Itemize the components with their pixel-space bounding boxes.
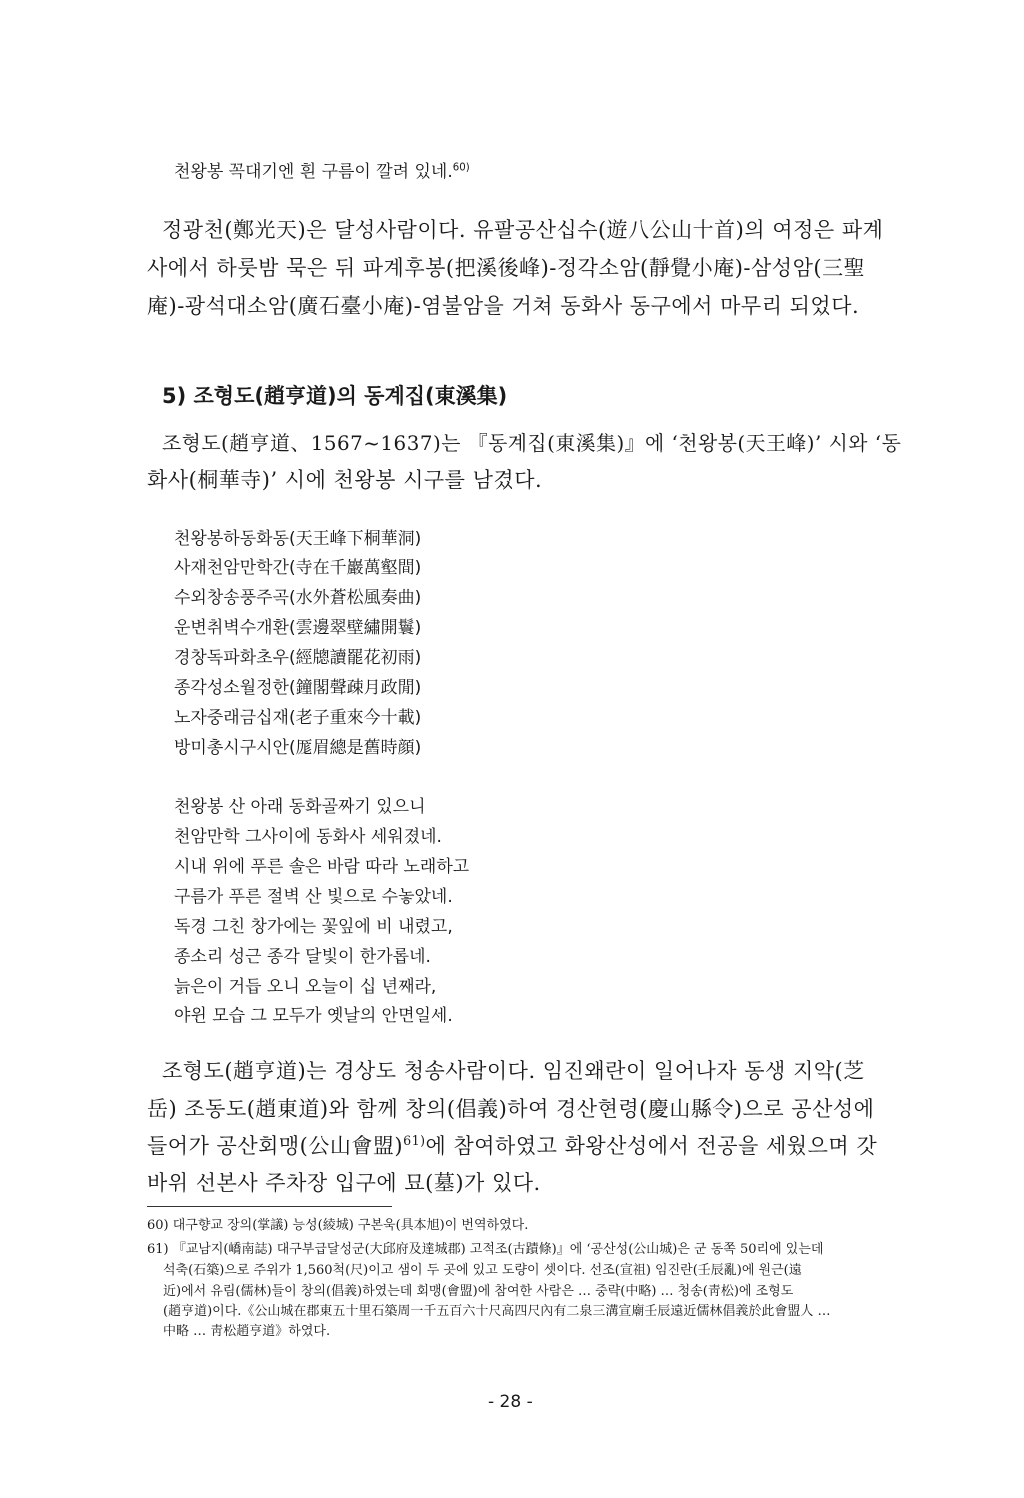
paragraph-line: 바위 선본사 주차장 입구에 묘(墓)가 있다. xyxy=(147,1171,541,1195)
poem-original-line: 운변취벽수개환(雲邊翠壁繡開鬟) xyxy=(174,618,422,638)
poem-translation-line: 늙은이 거듭 오니 오늘이 십 년째라, xyxy=(174,977,437,997)
poem-original-line: 사재천암만학간(寺在千巖萬壑間) xyxy=(174,558,422,578)
paragraph-line: 정광천(鄭光天)은 달성사람이다. 유팔공산십수(遊八公山十首)의 여정은 파계 xyxy=(162,218,884,242)
poem-original-line: 방미총시구시안(厖眉總是舊時顔) xyxy=(174,738,422,758)
footnote-ref-61: 61) xyxy=(403,1133,426,1148)
footnote-ref-60: 60) xyxy=(452,162,470,174)
paragraph-line: 조형도(趙亨道、1567~1637)는 『동계집(東溪集)』에 ‘천왕봉(天王峰)’ 시와 ‘동 xyxy=(162,432,902,455)
footnote-line: 석축(石築)으로 주위가 1,560척(尺)이고 샘이 두 곳에 있고 도량이 셋이다. 선조(宣祖) 임진란(壬辰亂)에 원근(遠 xyxy=(163,1263,802,1278)
poem-translation-line: 종소리 성근 종각 달빛이 한가롭네. xyxy=(174,947,431,967)
poem-original-line: 경창독파화초우(經牕讀罷花初雨) xyxy=(174,648,422,668)
footnote-line: 60) 대구향교 장의(掌議) 능성(綾城) 구본욱(具本旭)이 번역하였다. xyxy=(147,1218,529,1233)
section-heading: 5) 조형도(趙亨道)의 동계집(東溪集) xyxy=(162,384,508,408)
footnote-line: 近)에서 유림(儒林)들이 창의(倡義)하였는데 회맹(會盟)에 참여한 사람은 … 중략(中略) … 청송(靑松)에 조형도 xyxy=(163,1284,794,1299)
poem-translation-line: 시내 위에 푸른 솔은 바람 따라 노래하고 xyxy=(174,857,470,877)
poem-translation-line: 독경 그친 창가에는 꽃잎에 비 내렸고, xyxy=(174,917,453,937)
page-number: - 28 - xyxy=(488,1392,533,1412)
poem-translation-line: 구름가 푸른 절벽 산 빛으로 수놓았네. xyxy=(174,887,453,907)
poem-original-line: 종각성소월정한(鐘閣聲疎月政閒) xyxy=(174,678,422,698)
poem-translation-line: 천왕봉 산 아래 동화골짜기 있으니 xyxy=(174,797,426,817)
poem-original-line: 노자중래금십재(老子重來今十載) xyxy=(174,708,422,728)
poem-tail-line: 천왕봉 꼭대기엔 흰 구름이 깔려 있네.$^{60)}$ xyxy=(174,162,470,182)
paragraph-line: 조형도(趙亨道)는 경상도 청송사람이다. 임진왜란이 일어나자 동생 지악(芝 xyxy=(162,1059,865,1083)
paragraph-line: 사에서 하룻밤 묵은 뒤 파계후봉(把溪後峰)-정각소암(靜覺小庵)-삼성암(三聖 xyxy=(147,256,866,280)
footnote-line: 中略 … 靑松趙亨道》하였다. xyxy=(163,1324,331,1339)
poem-original-line: 수외창송풍주곡(水外蒼松風奏曲) xyxy=(174,588,422,608)
footnote-divider xyxy=(147,1206,392,1207)
poem-translation-line: 야윈 모습 그 모두가 옛날의 안면일세. xyxy=(174,1006,453,1026)
footnote-line: (趙亨道)이다.《公山城在郡東五十里石築周一千五百六十尺高四尺內有二泉三溝宣廟壬辰遠近儒林倡義於此會盟人 … xyxy=(163,1304,831,1319)
paragraph-line: 화사(桐華寺)’ 시에 천왕봉 시구를 남겼다. xyxy=(147,468,543,492)
paragraph-line: 庵)-광석대소암(廣石臺小庵)-염불암을 거쳐 동화사 동구에서 마무리 되었다. xyxy=(147,294,860,318)
poem-original-line: 천왕봉하동화동(天王峰下桐華洞) xyxy=(174,529,422,549)
paragraph-line: 들어가 공산회맹(公山會盟)$^{61)}$에 참여하였고 화왕산성에서 전공을 세웠으며 갓 xyxy=(147,1133,878,1158)
footnote-line: 61) 『교남지(嶠南誌) 대구부급달성군(大邱府及達城郡) 고적조(古蹟條)』에 ‘공산성(公山城)은 군 동쪽 50리에 있는데 xyxy=(147,1242,824,1257)
poem-translation-line: 천암만학 그사이에 동화사 세워졌네. xyxy=(174,827,442,847)
paragraph-line: 岳) 조동도(趙東道)와 함께 창의(倡義)하여 경산현령(慶山縣令)으로 공산성에 xyxy=(147,1097,875,1121)
